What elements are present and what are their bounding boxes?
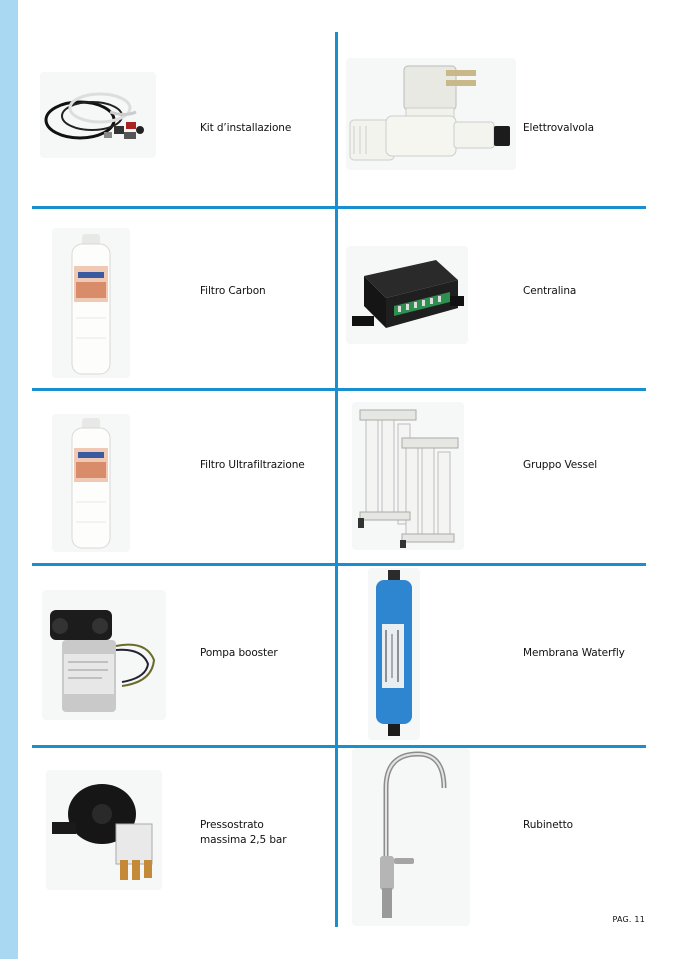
faucet-icon <box>352 748 470 926</box>
row-divider <box>32 206 646 209</box>
waterfly-membrane-icon <box>368 568 420 740</box>
product-label: Kit d’installazione <box>200 122 292 134</box>
carbon-filter-icon <box>52 228 130 378</box>
product-label: Filtro Carbon <box>200 285 266 297</box>
product-label: Elettrovalvola <box>523 122 594 134</box>
product-label-line: massima 2,5 bar <box>200 834 287 846</box>
product-label: Membrana Waterfly <box>523 647 625 659</box>
control-unit-icon <box>346 246 468 344</box>
product-label: Centralina <box>523 285 577 297</box>
product-label: Gruppo Vessel <box>523 459 598 471</box>
booster-pump-icon <box>42 590 166 720</box>
side-color-band <box>0 0 18 959</box>
solenoid-valve-icon <box>346 58 516 170</box>
product-label <box>200 818 286 848</box>
row-divider <box>32 745 646 748</box>
vessel-group-icon <box>352 402 464 550</box>
product-label: Filtro Ultrafiltrazione <box>200 459 305 471</box>
product-label: Rubinetto <box>523 819 573 831</box>
pressure-switch-icon <box>46 770 162 890</box>
page-number: PAG. 11 <box>612 915 645 924</box>
center-divider <box>335 32 338 927</box>
installation-kit-icon <box>40 72 156 158</box>
product-label: Pompa booster <box>200 647 278 659</box>
row-divider <box>32 563 646 566</box>
row-divider <box>32 388 646 391</box>
product-label-line: Pressostrato <box>200 819 264 831</box>
ultrafiltration-filter-icon <box>52 414 130 552</box>
